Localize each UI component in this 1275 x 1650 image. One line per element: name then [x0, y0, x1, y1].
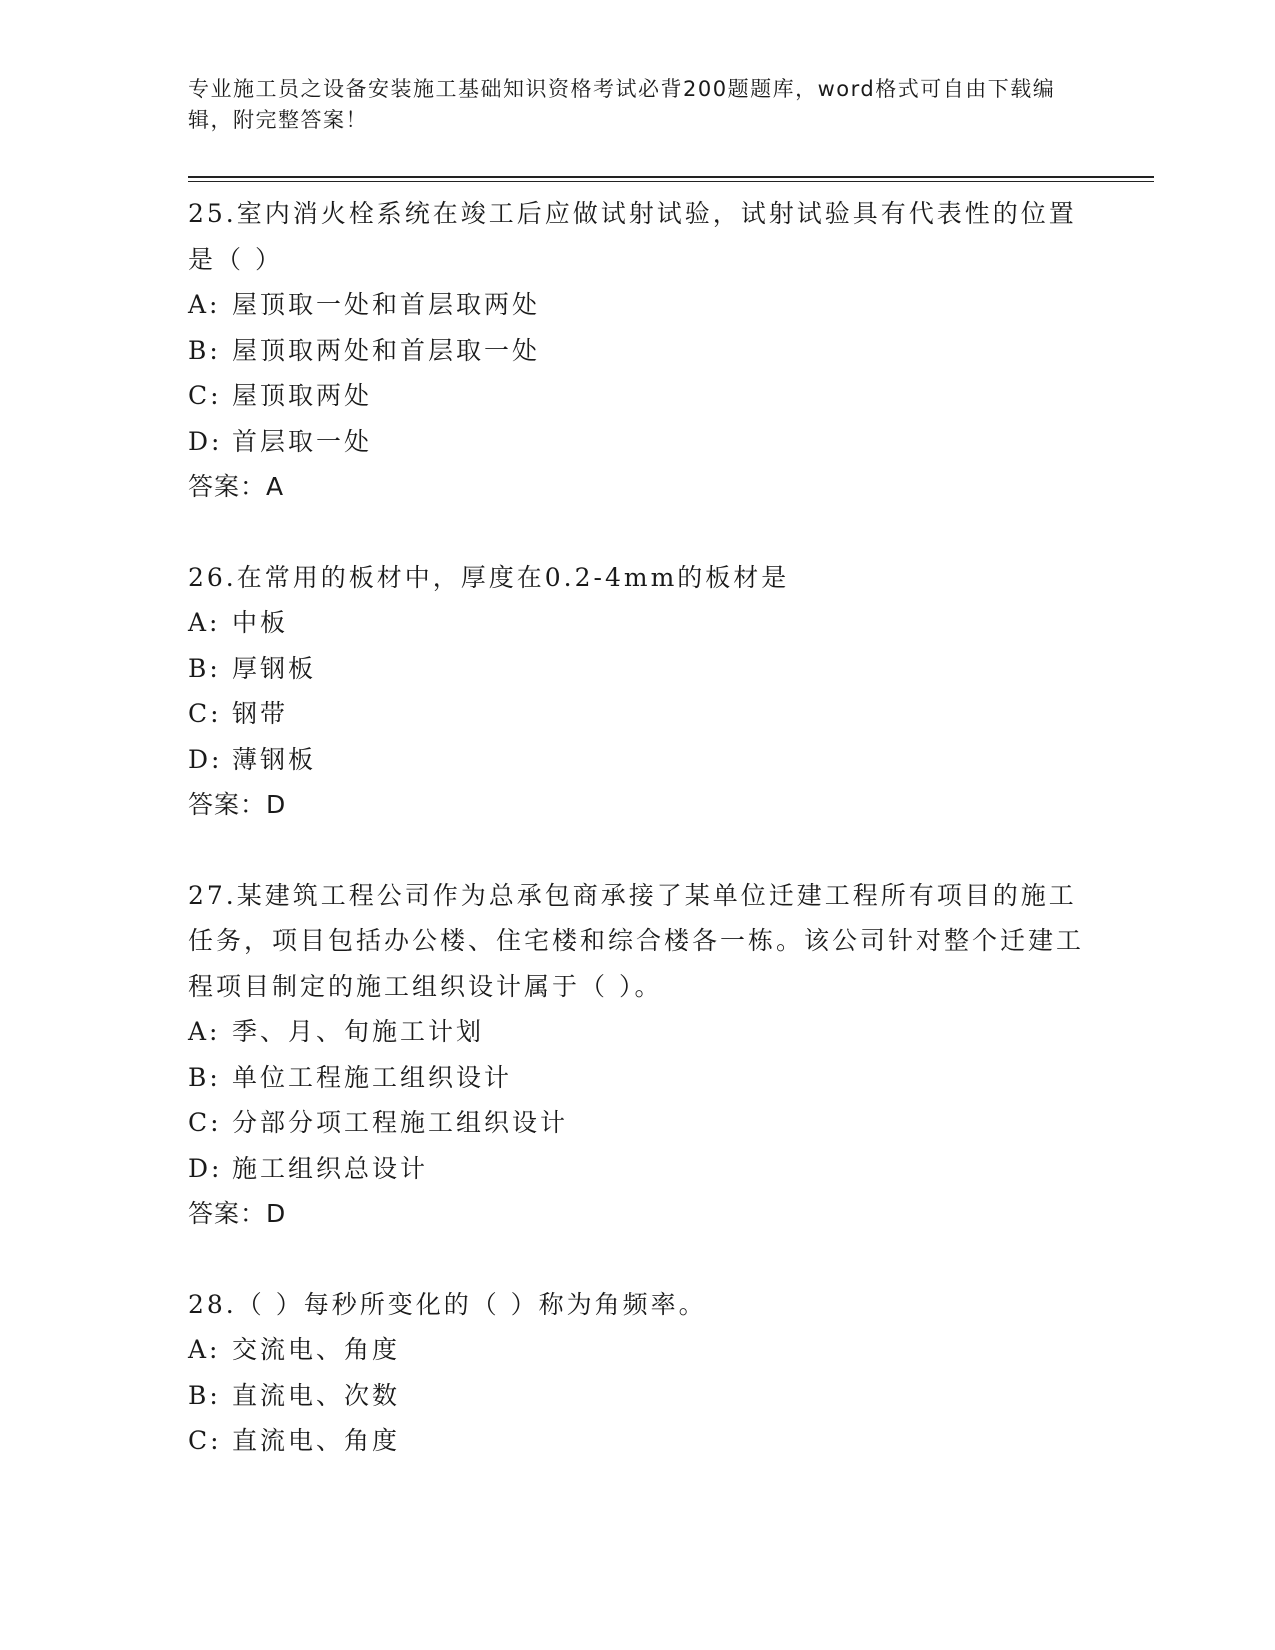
- answer-line: 答案：A: [188, 472, 285, 501]
- option-text: 施工组织总设计: [232, 1153, 429, 1183]
- option-text: 分部分项工程施工组织设计: [232, 1108, 569, 1137]
- option-letter: B:: [188, 1380, 221, 1410]
- answer-line: 答案：D: [188, 1199, 287, 1228]
- header-divider-thick: [188, 176, 1154, 178]
- option-letter: C:: [188, 381, 222, 410]
- option-a: [188, 1327, 1088, 1373]
- option-d: [188, 1146, 1088, 1192]
- option-b: [188, 1373, 1088, 1419]
- option-c: [188, 1100, 1088, 1146]
- option-letter: D:: [188, 744, 223, 774]
- question-stem: 27.某建筑工程公司作为总承包商承接了某单位迁建工程所有项目的施工任务，项目包括办公楼、住宅楼和综合楼各一栋。该公司针对整个迁建工程项目制定的施工组织设计属于（ ）。: [188, 880, 1085, 1001]
- option-text: 季、月、旬施工计划: [232, 1017, 485, 1046]
- option-text: 薄钢板: [232, 744, 317, 774]
- option-text: 厚钢板: [232, 653, 317, 683]
- question-27: [188, 873, 1088, 1237]
- option-letter: B:: [188, 1062, 221, 1092]
- option-text: 首层取一处: [232, 426, 373, 456]
- option-text: 屋顶取一处和首层取两处: [232, 290, 541, 319]
- option-letter: A:: [188, 608, 221, 637]
- option-b: [188, 1055, 1088, 1101]
- option-text: 中板: [232, 608, 289, 637]
- option-c: [188, 691, 1088, 737]
- question-stem: 25.室内消火栓系统在竣工后应做试射试验，试射试验具有代表性的位置是（ ）: [188, 199, 1077, 274]
- option-c: [188, 373, 1088, 419]
- option-text: 屋顶取两处: [232, 381, 373, 410]
- option-d: [188, 737, 1088, 783]
- option-letter: C:: [188, 1108, 222, 1137]
- option-letter: A:: [188, 290, 221, 319]
- option-text: 钢带: [232, 699, 289, 728]
- option-a: [188, 600, 1088, 646]
- option-letter: B:: [188, 653, 221, 683]
- option-b: [188, 646, 1088, 692]
- option-text: 直流电、次数: [232, 1380, 401, 1410]
- option-text: 单位工程施工组织设计: [232, 1062, 513, 1092]
- option-c: [188, 1418, 1088, 1464]
- question-28: [188, 1282, 1088, 1464]
- option-letter: A:: [188, 1335, 221, 1364]
- option-text: 屋顶取两处和首层取一处: [232, 335, 541, 365]
- option-letter: C:: [188, 1426, 222, 1455]
- question-stem: 28.（ ）每秒所变化的（ ）称为角频率。: [188, 1289, 707, 1319]
- answer-line: 答案：D: [188, 790, 287, 819]
- option-letter: B:: [188, 335, 221, 365]
- option-letter: A:: [188, 1017, 221, 1046]
- option-text: 直流电、角度: [232, 1426, 401, 1455]
- option-a: [188, 282, 1088, 328]
- option-letter: D:: [188, 1153, 223, 1183]
- option-letter: C:: [188, 699, 222, 728]
- option-a: [188, 1009, 1088, 1055]
- page-header: 专业施工员之设备安装施工基础知识资格考试必背200题题库，word格式可自由下载编辑，附完整答案！: [188, 77, 1056, 132]
- question-25: [188, 191, 1088, 510]
- question-stem: 26.在常用的板材中，厚度在0.2-4mm的板材是: [188, 562, 790, 592]
- header-divider-thin: [188, 181, 1154, 182]
- question-list: [188, 191, 1088, 1509]
- option-b: [188, 328, 1088, 374]
- option-letter: D:: [188, 426, 223, 456]
- option-text: 交流电、角度: [232, 1335, 401, 1364]
- option-d: [188, 419, 1088, 465]
- question-26: [188, 555, 1088, 828]
